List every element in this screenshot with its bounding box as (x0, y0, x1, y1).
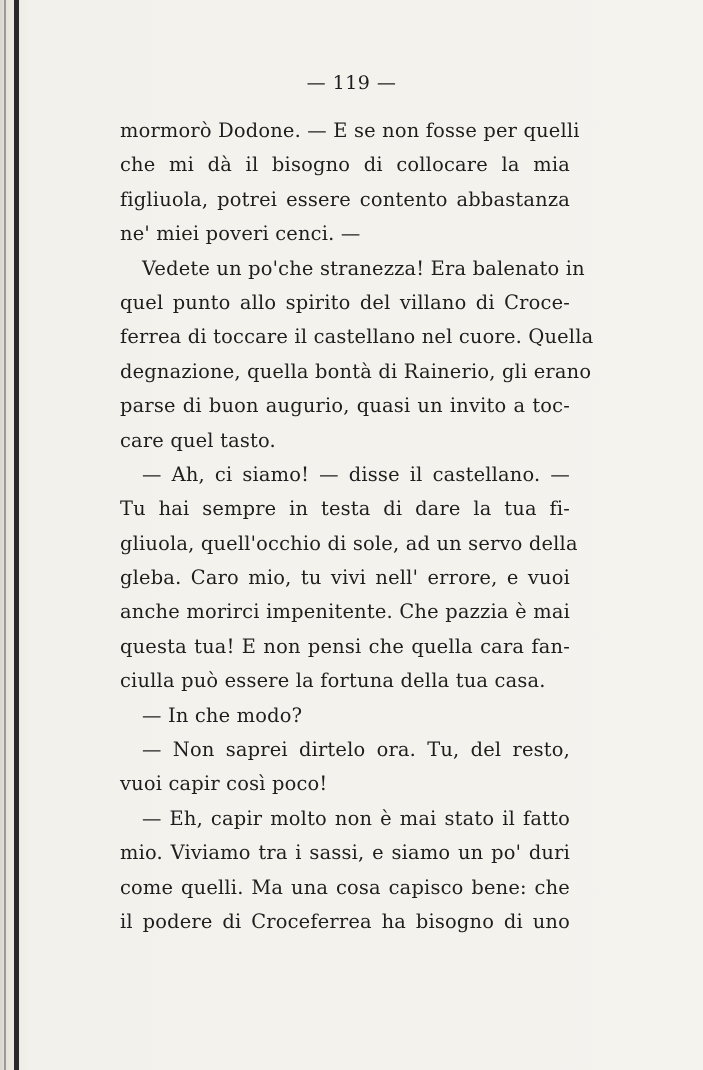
text-line: degnazione, quella bontà di Rainerio, gli erano (120, 359, 592, 383)
page-edge-shadow (4, 0, 6, 1070)
text-line: Tu hai sempre in testa di dare la tua fi- (120, 497, 570, 521)
text-line: — Non saprei dirtelo ora. Tu, del resto, (142, 738, 570, 762)
text-line: ne' miei poveri cenci. — (120, 222, 361, 246)
text-line: questa tua! E non pensi che quella cara fan- (120, 634, 570, 658)
text-line: — Eh, capir molto non è mai stato il fatto (142, 806, 570, 830)
text-line: ciulla può essere la fortuna della tua casa. (120, 669, 546, 693)
text-line: gleba. Caro mio, tu vivi nell' errore, e vuoi (120, 566, 570, 590)
text-line: — In che modo? (142, 703, 303, 727)
text-line: che mi dà il bisogno di collocare la mia (120, 153, 570, 177)
text-line: Vedete un po'che stranezza! Era balenato in (142, 256, 585, 280)
text-line: gliuola, quell'occhio di sole, ad un servo della (120, 531, 578, 555)
text-line: ferrea di toccare il castellano nel cuore. Quella (120, 325, 594, 349)
text-line: quel punto allo spirito del villano di Croce- (120, 290, 570, 314)
text-line: mio. Viviamo tra i sassi, e siamo un po' duri (120, 841, 570, 865)
text-line: care quel tasto. (120, 428, 276, 452)
text-line: il podere di Croceferrea ha bisogno di uno (120, 909, 570, 933)
text-line: vuoi capir così poco! (120, 772, 328, 796)
text-line: come quelli. Ma una cosa capisco bene: che (120, 875, 570, 899)
body-text (120, 114, 594, 939)
text-line: figliuola, potrei essere contento abbastanza (120, 187, 570, 211)
book-spine-line (14, 0, 19, 1070)
text-line: — Ah, ci siamo! — disse il castellano. — (142, 462, 570, 486)
page-number: — 119 — (306, 72, 397, 94)
text-line: anche morirci impenitente. Che pazzia è mai (120, 600, 570, 624)
text-line: parse di buon augurio, quasi un invito a toc- (120, 394, 570, 418)
text-line: mormorò Dodone. — E se non fosse per quelli (120, 119, 580, 142)
